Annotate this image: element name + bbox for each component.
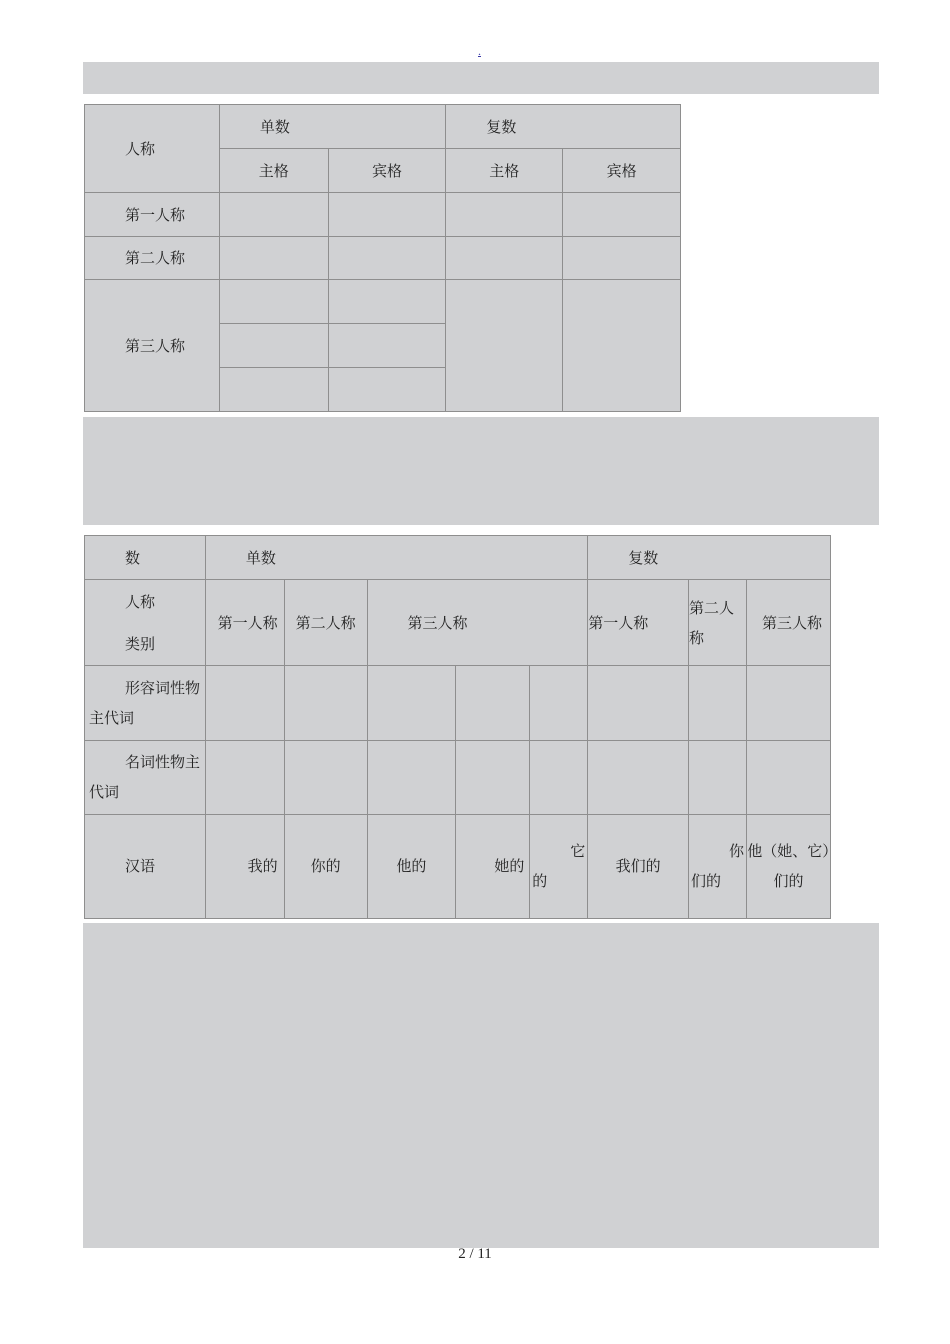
plural-header: 复数 [446,105,681,149]
row-label-noun-possessive: 名词性物主代词 [85,740,206,814]
table-cell [446,280,563,412]
table-cell [588,740,689,814]
gray-band-bottom [83,923,879,1248]
plural-header: 复数 [588,536,831,580]
cell-your-plural: 你们的 [689,814,747,918]
personal-pronoun-table [84,104,681,412]
table-cell [747,666,831,740]
singular-header: 单数 [219,105,446,149]
cell-their: 他（她、它）们的 [747,814,831,918]
table-cell [689,666,747,740]
table-cell [689,740,747,814]
person-category-header [85,580,206,666]
category-label: 类别 [125,634,156,653]
table-cell [219,367,328,411]
table-cell [284,740,367,814]
table-cell [328,367,446,411]
page-number: 2 / 11 [458,1246,492,1262]
table-cell [530,666,588,740]
third-person-singular-header: 第三人称 [367,580,588,666]
subjective-header-plural: 主格 [446,149,563,192]
table-cell [367,740,456,814]
table-cell [563,192,681,236]
table-cell [367,666,456,740]
table-cell [328,280,446,324]
table-cell [219,280,328,324]
first-person-singular-header: 第一人称 [205,580,284,666]
table-cell [205,740,284,814]
table-cell [588,666,689,740]
cell-his: 他的 [367,814,456,918]
cell-our: 我们的 [588,814,689,918]
table-cell [747,740,831,814]
table-cell [328,236,446,279]
table-cell [456,740,530,814]
gray-band-middle [83,417,879,525]
person-label: 人称 [125,592,156,611]
table-cell [563,236,681,279]
table-cell [328,324,446,367]
row-label-second-person: 第二人称 [85,236,220,279]
person-header: 人称 [85,105,220,193]
second-person-singular-header: 第二人称 [284,580,367,666]
cell-her: 她的 [456,814,530,918]
cell-its: 它的 [530,814,588,918]
table-cell [328,192,446,236]
table-cell [219,236,328,279]
table-cell [446,236,563,279]
objective-header-singular: 宾格 [328,149,446,192]
gray-band-top [83,62,879,94]
row-label-third-person: 第三人称 [85,280,220,412]
row-label-chinese: 汉语 [85,814,206,918]
subjective-header-singular: 主格 [219,149,328,192]
header-mark: . [478,44,481,58]
first-person-plural-header: 第一人称 [588,580,689,666]
singular-header: 单数 [205,536,587,580]
number-header: 数 [85,536,206,580]
row-label-first-person: 第一人称 [85,192,220,236]
table-cell [219,192,328,236]
table-cell [284,666,367,740]
cell-your: 你的 [284,814,367,918]
possessive-pronoun-table [84,535,831,919]
cell-my: 我的 [205,814,284,918]
second-person-plural-header: 第二人称 [689,580,747,666]
table-cell [219,324,328,367]
table-cell [205,666,284,740]
table-cell [563,280,681,412]
table-cell [530,740,588,814]
table-cell [456,666,530,740]
objective-header-plural: 宾格 [563,149,681,192]
third-person-plural-header: 第三人称 [747,580,831,666]
row-label-adjective-possessive: 形容词性物主代词 [85,666,206,740]
table-cell [446,192,563,236]
